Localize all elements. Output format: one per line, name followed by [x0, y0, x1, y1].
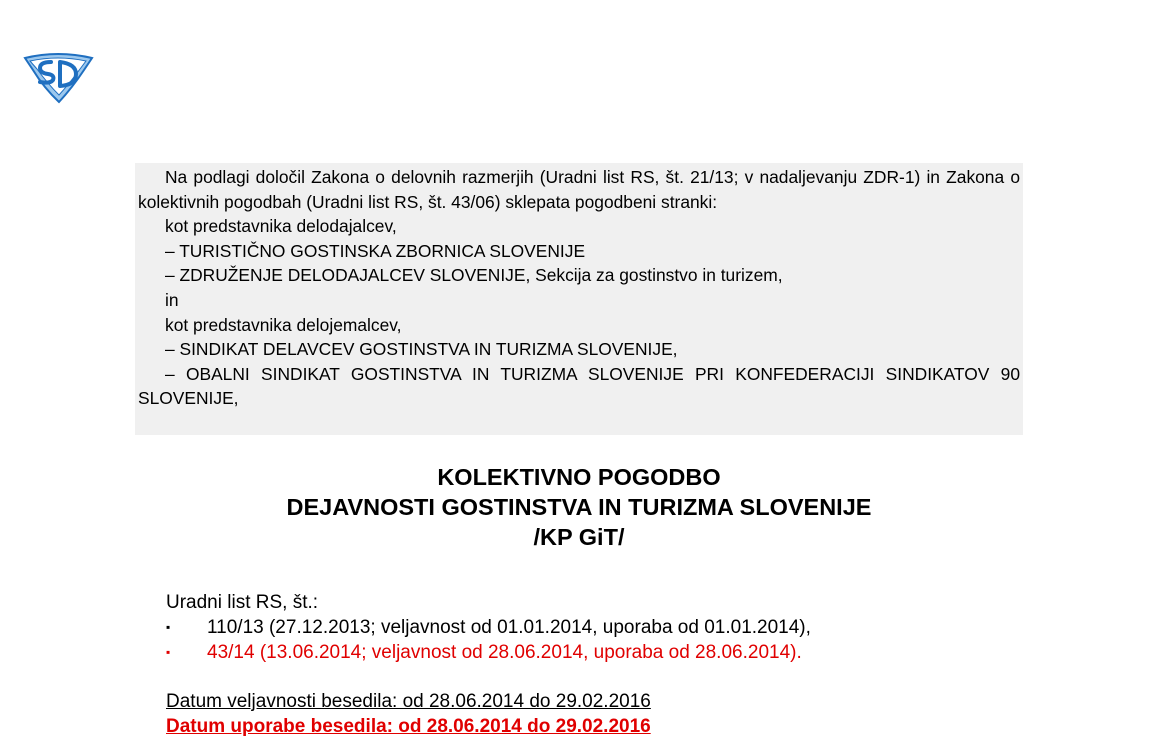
validity-date: Datum veljavnosti besedila: od 28.06.2014 do 29.02.2016 — [166, 691, 651, 712]
and-text: in — [165, 289, 179, 310]
gazette-entry-text: 43/14 (13.06.2014; veljavnost od 28.06.2014, uporaba od 28.06.2014). — [207, 642, 802, 663]
title-line-3: /KP GiT/ — [533, 524, 625, 550]
application-date: Datum uporabe besedila: od 28.06.2014 do 29.02.2016 — [166, 716, 651, 737]
preamble-block — [135, 163, 1023, 435]
employers-label: kot predstavnika delodajalcev, — [165, 216, 397, 237]
text-dates — [166, 689, 651, 739]
preamble-intro: Na podlagi določil Zakona o delovnih razmerjih (Uradni list RS, št. 21/13; v nadaljevanju ZDR-1) in Zakona o kolektivnih pogodbah (Uradni list RS, št. 43/06) sklepata pogodbeni stranki: — [138, 167, 1020, 212]
gazette-entry — [166, 640, 1026, 665]
document-title — [135, 462, 1023, 552]
title-line-1: KOLEKTIVNO POGODBO — [437, 464, 721, 490]
bullet-icon: ▪ — [166, 620, 171, 634]
bullet-icon: ▪ — [166, 645, 171, 659]
union-1: – SINDIKAT DELAVCEV GOSTINSTVA IN TURIZMA SLOVENIJE, — [165, 339, 678, 360]
employer-1: – TURISTIČNO GOSTINSKA ZBORNICA SLOVENIJE — [165, 240, 586, 261]
union-2: – OBALNI SINDIKAT GOSTINSTVA IN TURIZMA SLOVENIJE PRI KONFEDERACIJI SINDIKATOV 90 SLOVENIJE, — [138, 363, 1020, 409]
official-gazette-list — [166, 590, 1026, 665]
official-gazette-label: Uradni list RS, št.: — [166, 592, 319, 613]
gazette-entry-text: 110/13 (27.12.2013; veljavnost od 01.01.2014, uporaba od 01.01.2014), — [207, 617, 811, 638]
employees-label: kot predstavnika delojemalcev, — [165, 314, 402, 335]
sd-shield-logo-icon — [22, 48, 94, 104]
employer-2: – ZDRUŽENJE DELODAJALCEV SLOVENIJE, Sekcija za gostinstvo in turizem, — [165, 265, 783, 286]
gazette-entry — [166, 615, 1026, 640]
title-line-2: DEJAVNOSTI GOSTINSTVA IN TURIZMA SLOVENIJE — [286, 494, 872, 520]
